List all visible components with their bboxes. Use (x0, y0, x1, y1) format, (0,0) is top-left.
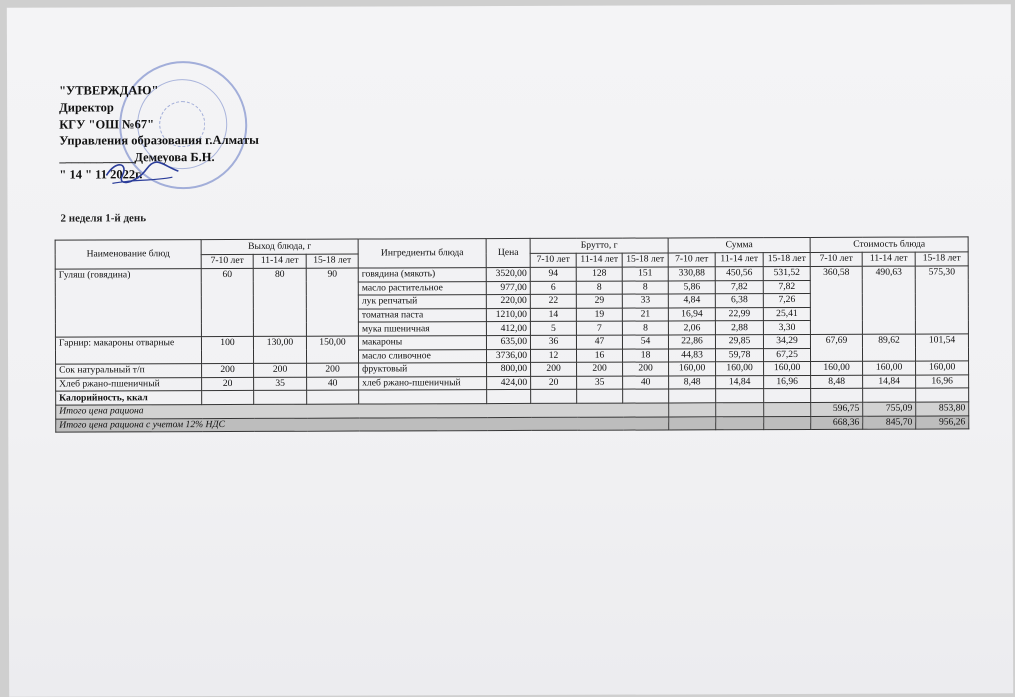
ingredient-sum: 29,85 (716, 335, 764, 349)
ingredient-brutto: 8 (622, 281, 668, 295)
ingredient-brutto: 94 (530, 267, 576, 281)
dish-name: Гарнир: макароны отварные (55, 337, 201, 365)
ingredient-brutto: 19 (576, 308, 622, 322)
header-age: 15-18 лет (763, 252, 810, 267)
header-ingredients: Ингредиенты блюда (358, 239, 486, 268)
empty-cell (716, 389, 764, 403)
empty-cell (716, 416, 764, 430)
header-age: 7-10 лет (810, 252, 862, 267)
ingredient-sum: 4,84 (668, 294, 715, 308)
ingredient-brutto: 16 (577, 349, 623, 363)
ingredient-brutto: 20 (531, 376, 577, 390)
week-day-label: 2 неделя 1-й день (60, 212, 147, 225)
ingredient-name: мука пшеничная (358, 322, 486, 336)
empty-cell (716, 403, 764, 417)
ingredient-brutto: 47 (576, 335, 622, 349)
ingredient-brutto: 128 (576, 267, 622, 281)
approval-signatory: ____________Демеуова Б.Н. (59, 150, 215, 165)
ingredient-sum: 3,30 (763, 321, 810, 335)
empty-cell (811, 389, 863, 403)
header-price: Цена (486, 238, 530, 267)
dish-yield: 200 (254, 363, 307, 377)
ingredient-sum: 7,26 (763, 294, 810, 308)
empty-cell (764, 389, 811, 403)
ingredient-name: хлеб ржано-пшеничный (359, 376, 487, 390)
total-vat-row-value: 668,36 (811, 416, 863, 430)
empty-cell (863, 388, 916, 402)
total-vat-row-value: 845,70 (863, 416, 916, 430)
ingredient-name: масло растительное (358, 281, 486, 295)
signature (102, 153, 182, 193)
ingredient-sum: 25,41 (763, 307, 810, 321)
empty-cell (916, 388, 969, 402)
ingredient-sum: 22,86 (669, 335, 716, 349)
dish-cost: 160,00 (916, 361, 969, 375)
header-age: 15-18 лет (306, 254, 358, 269)
dish-cost: 16,96 (916, 375, 969, 389)
ingredient-sum: 16,96 (764, 375, 811, 389)
ingredient-sum: 531,52 (763, 266, 810, 280)
dish-yield: 200 (202, 364, 254, 378)
ingredient-sum: 160,00 (764, 362, 811, 376)
dish-yield: 80 (253, 268, 306, 336)
ingredient-sum: 6,38 (715, 294, 763, 308)
ingredient-brutto: 8 (576, 281, 622, 295)
dish-cost: 8,48 (811, 375, 863, 389)
dish-cost: 490,63 (862, 266, 915, 334)
dish-cost: 160,00 (863, 361, 916, 375)
ingredient-brutto: 8 (622, 321, 668, 335)
ingredient-sum: 2,06 (668, 321, 715, 335)
total-row-label: Итого цена рациона (56, 403, 669, 419)
header-age: 7-10 лет (668, 252, 715, 267)
ingredient-brutto: 6 (530, 281, 576, 295)
empty-cell (531, 390, 577, 404)
ingredient-name: лук репчатый (358, 295, 486, 309)
empty-cell (669, 416, 716, 430)
dish-cost: 360,58 (810, 266, 862, 334)
header-age: 11-14 лет (862, 252, 915, 267)
header-age: 7-10 лет (530, 253, 576, 268)
ingredient-brutto: 35 (577, 376, 623, 390)
total-row-value: 596,75 (811, 402, 863, 416)
ingredient-sum: 59,78 (716, 348, 764, 362)
ingredient-price: 3520,00 (486, 267, 530, 281)
header-age: 11-14 лет (253, 254, 306, 269)
ingredient-brutto: 200 (623, 362, 669, 376)
header-age: 15-18 лет (915, 251, 968, 266)
ingredient-price: 3736,00 (487, 349, 531, 363)
ingredient-brutto: 33 (622, 294, 668, 308)
ingredient-name: говядина (мякоть) (358, 268, 486, 282)
dish-yield: 35 (254, 377, 307, 391)
empty-cell (764, 402, 811, 416)
empty-cell (307, 390, 359, 404)
dish-cost: 575,30 (915, 266, 968, 334)
empty-cell (669, 403, 716, 417)
ingredient-name: фруктовый (359, 363, 487, 377)
ingredient-price: 800,00 (487, 363, 531, 377)
ingredient-brutto: 200 (577, 362, 623, 376)
ingredient-price: 977,00 (486, 281, 530, 295)
ingredient-brutto: 18 (623, 349, 669, 363)
calories-label: Калорийность, ккал (56, 391, 202, 405)
ingredient-price: 1210,00 (486, 308, 530, 322)
ingredient-brutto: 54 (622, 335, 668, 349)
ingredient-price: 424,00 (487, 376, 531, 390)
total-row-value: 853,80 (916, 402, 969, 416)
ingredient-brutto: 5 (530, 322, 576, 336)
ingredient-sum: 160,00 (669, 362, 716, 376)
dish-yield: 60 (201, 268, 253, 336)
dish-yield: 200 (307, 363, 359, 377)
ingredient-sum: 14,84 (716, 375, 764, 389)
dish-cost: 101,54 (916, 334, 969, 361)
table-row (55, 266, 968, 283)
dish-yield: 130,00 (253, 336, 306, 363)
menu-table (55, 236, 970, 432)
header-dish: Наименование блюд (55, 240, 201, 270)
ingredient-brutto: 22 (530, 294, 576, 308)
ingredient-sum: 8,48 (669, 376, 716, 390)
ingredient-brutto: 151 (622, 267, 668, 281)
document-sheet (7, 4, 1013, 697)
empty-cell (669, 389, 716, 403)
dish-yield: 150,00 (306, 336, 358, 363)
dish-name: Хлеб ржано-пшеничный (56, 377, 202, 391)
ingredient-sum: 330,88 (668, 267, 715, 281)
total-row-value: 755,09 (863, 402, 916, 416)
dish-cost: 89,62 (863, 334, 916, 361)
ingredient-brutto: 7 (576, 321, 622, 335)
ingredient-name: томатная паста (358, 308, 486, 322)
dish-cost: 67,69 (811, 334, 863, 361)
ingredient-brutto: 14 (530, 308, 576, 322)
header-age: 11-14 лет (576, 253, 622, 268)
empty-cell (254, 391, 307, 405)
approval-date: " 14 " 11 2022г. (59, 167, 143, 182)
dish-cost: 14,84 (863, 375, 916, 389)
ingredient-brutto: 12 (531, 349, 577, 363)
approval-position: Директор (59, 100, 114, 115)
ingredient-brutto: 21 (622, 308, 668, 322)
header-yield: Выход блюда, г (201, 239, 358, 254)
ingredient-sum: 44,83 (669, 348, 716, 362)
ingredient-sum: 7,82 (715, 280, 763, 294)
ingredient-brutto: 200 (531, 362, 577, 376)
ingredient-sum: 5,86 (668, 280, 715, 294)
approval-title: "УТВЕРЖДАЮ" (59, 83, 159, 98)
empty-cell (623, 389, 669, 403)
dish-name: Сок натуральный т/п (56, 364, 202, 378)
empty-cell (577, 389, 623, 403)
total-vat-row-value: 956,26 (916, 415, 969, 429)
empty-cell (764, 416, 811, 430)
ingredient-brutto: 36 (530, 335, 576, 349)
dish-yield: 100 (201, 336, 253, 363)
empty-cell (487, 390, 531, 404)
header-age: 15-18 лет (622, 252, 668, 267)
header-brutto: Брутто, г (530, 238, 668, 253)
ingredient-brutto: 29 (576, 294, 622, 308)
ingredient-sum: 7,82 (763, 280, 810, 294)
empty-cell (359, 390, 487, 404)
approval-organization: КГУ "ОШ №67" (59, 116, 155, 132)
empty-cell (202, 391, 254, 405)
ingredient-sum: 160,00 (716, 362, 764, 376)
dish-yield: 20 (202, 377, 254, 391)
dish-yield: 90 (306, 268, 358, 336)
header-age: 7-10 лет (201, 254, 253, 269)
ingredient-price: 220,00 (486, 295, 530, 309)
ingredient-name: макароны (358, 336, 486, 350)
dish-cost: 160,00 (811, 361, 863, 375)
ingredient-sum: 16,94 (668, 308, 715, 322)
ingredient-sum: 67,25 (764, 348, 811, 362)
header-sum: Сумма (668, 237, 810, 252)
ingredient-sum: 22,99 (715, 307, 763, 321)
ingredient-price: 412,00 (486, 322, 530, 336)
header-age: 11-14 лет (715, 252, 763, 267)
total-vat-row-label: Итого цена рациона с учетом 12% НДС (56, 416, 669, 432)
ingredient-sum: 450,56 (715, 267, 763, 281)
dish-name: Гуляш (говядина) (55, 269, 201, 337)
approval-department: Управления образования г.Алматы (59, 133, 259, 148)
header-cost: Стоимость блюда (810, 237, 968, 252)
ingredient-sum: 2,88 (715, 321, 763, 335)
ingredient-sum: 34,29 (764, 334, 811, 348)
dish-yield: 40 (307, 377, 359, 391)
ingredient-brutto: 40 (623, 376, 669, 390)
table-row (55, 334, 968, 351)
total-vat-row (56, 415, 969, 432)
ingredient-name: масло сливочное (359, 349, 487, 363)
ingredient-price: 635,00 (486, 335, 530, 349)
